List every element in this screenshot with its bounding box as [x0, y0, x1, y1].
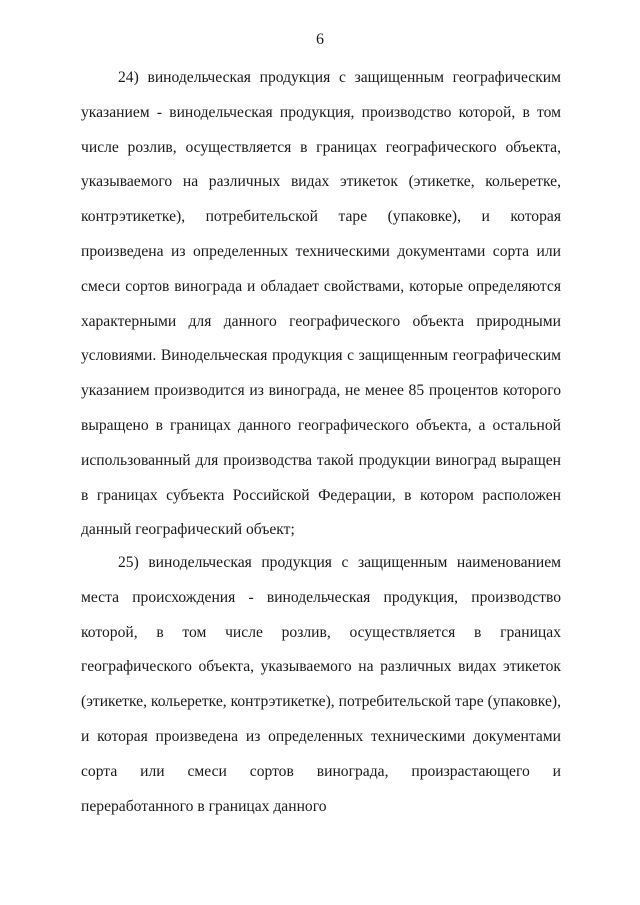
paragraph-25: 25) винодельческая продукция с защищенным наименованием места происхождения - винодельческая продукция, производство которой, в том числе розлив, осуществляется в границах географического объекта, указываемого на различных видах этикеток (этикетке, кольеретке, контрэтикетке), потребительской таре (упаковке), и которая произведена из определенных техническими документами сорта или смеси сортов винограда, произрастающего и переработанного в границах данного [81, 554, 561, 815]
page-number: 6 [316, 31, 324, 48]
paragraph-24: 24) винодельческая продукция с защищенным географическим указанием - винодельческая продукция, производство которой, в том числе розлив, осуществляется в границах географического объекта, указываемого на различных видах этикеток (этикетке, кольеретке, контрэтикетке), потребительской таре (упаковке), и которая произведена из определенных техническими документами сорта или смеси сортов винограда и обладает свойствами, которые определяются характерными для данного географического объекта природными условиями. Винодельческая продукция с защищенным географическим указанием производится из винограда, не менее 85 процентов которого выращено в границах данного географического объекта, а остальной использованный для производства такой продукции виноград выращен в границах субъекта Российской Федерации, в котором расположен данный географический объект; [81, 69, 561, 539]
